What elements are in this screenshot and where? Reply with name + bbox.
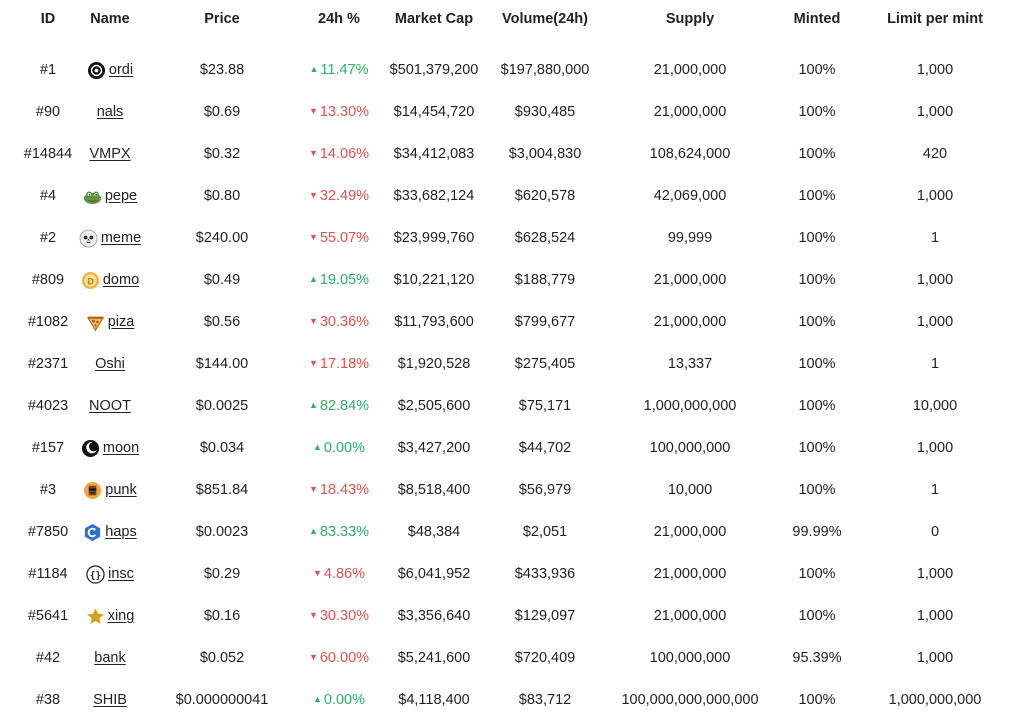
- token-name[interactable]: SHIB: [93, 692, 127, 708]
- skull-icon: [79, 229, 98, 248]
- cell-limit: 1,000,000,000: [888, 692, 982, 708]
- token-name[interactable]: pepe: [104, 188, 138, 204]
- cell-market-cap: $3,427,200: [397, 440, 471, 456]
- table-row[interactable]: [0, 637, 1025, 679]
- header-price: Price: [204, 11, 240, 27]
- cell-limit: 1: [930, 356, 940, 372]
- table-row[interactable]: [0, 217, 1025, 259]
- change-value: 83.33%: [319, 524, 370, 540]
- header-limit: Limit per mint: [887, 11, 983, 27]
- cell-market-cap: $23,999,760: [393, 230, 475, 246]
- change-value: 19.05%: [319, 272, 370, 288]
- cell-limit: 1,000: [916, 608, 954, 624]
- cell-name: [76, 511, 144, 553]
- cell-volume: $720,409: [514, 650, 576, 666]
- svg-text:D: D: [86, 276, 94, 287]
- cell-limit: 1,000: [916, 650, 954, 666]
- cell-volume: $44,702: [518, 440, 572, 456]
- cell-supply: 21,000,000: [653, 524, 727, 540]
- cell-minted: 100%: [798, 62, 836, 78]
- cell-change: [296, 511, 382, 553]
- change-value: 11.47%: [320, 62, 369, 78]
- caret-down-icon: ▼: [308, 652, 318, 662]
- caret-up-icon: ▲: [312, 442, 322, 452]
- header-minted: Minted: [793, 11, 841, 27]
- cell-change: [296, 301, 382, 343]
- cell-minted: 100%: [798, 272, 836, 288]
- cell-price: $0.000000041: [175, 692, 269, 708]
- cell-volume: $56,979: [518, 482, 572, 498]
- cell-price: $23.88: [199, 62, 245, 78]
- token-link[interactable]: [95, 356, 125, 372]
- token-name[interactable]: insc: [108, 566, 134, 582]
- header-market-cap: Market Cap: [394, 11, 474, 27]
- token-name[interactable]: bank: [94, 650, 126, 666]
- cell-limit: 10,000: [912, 398, 958, 414]
- pizza-icon: [86, 313, 105, 332]
- token-link[interactable]: [83, 523, 136, 542]
- cell-market-cap: $6,041,952: [397, 566, 471, 582]
- cell-price: $851.84: [195, 482, 249, 498]
- cell-change: [296, 553, 382, 595]
- cell-market-cap: $10,221,120: [393, 272, 475, 288]
- insc-braces-icon: [86, 565, 105, 584]
- token-name[interactable]: piza: [107, 314, 135, 330]
- change-value: 0.00%: [323, 440, 366, 456]
- header-name: Name: [90, 11, 130, 27]
- caret-up-icon: ▲: [308, 526, 318, 536]
- cell-id: #38: [35, 692, 61, 708]
- cell-limit: 1: [930, 482, 940, 498]
- cell-market-cap: $8,518,400: [397, 482, 471, 498]
- cell-volume: $188,779: [514, 272, 576, 288]
- cell-change: [296, 133, 382, 175]
- cell-volume: $197,880,000: [500, 62, 590, 78]
- cell-supply: 21,000,000: [653, 314, 727, 330]
- cell-minted: 100%: [798, 398, 836, 414]
- table-row[interactable]: [0, 679, 1025, 721]
- caret-up-icon: ▲: [309, 64, 319, 74]
- cell-change: [296, 385, 382, 427]
- token-link[interactable]: [86, 313, 135, 332]
- cell-volume: $3,004,830: [508, 146, 582, 162]
- caret-down-icon: ▼: [312, 568, 322, 578]
- cell-id: #3: [39, 482, 57, 498]
- change-value: 14.06%: [319, 146, 370, 162]
- caret-down-icon: ▼: [308, 106, 318, 116]
- cell-change: [296, 259, 382, 301]
- cell-market-cap: $1,920,528: [397, 356, 471, 372]
- cell-price: $0.49: [203, 272, 241, 288]
- change-value: 0.00%: [323, 692, 366, 708]
- cell-supply: 100,000,000,000,000: [621, 692, 759, 708]
- cell-name: [76, 133, 144, 175]
- token-link[interactable]: [93, 692, 127, 708]
- cell-name: [76, 259, 144, 301]
- table-row[interactable]: [0, 343, 1025, 385]
- table-row[interactable]: [0, 511, 1025, 553]
- cell-supply: 21,000,000: [653, 104, 727, 120]
- cell-limit: 1,000: [916, 104, 954, 120]
- cell-id: #14844: [23, 146, 73, 162]
- cell-price: $0.29: [203, 566, 241, 582]
- cell-name: [76, 301, 144, 343]
- cell-limit: 1,000: [916, 188, 954, 204]
- cell-name: [76, 595, 144, 637]
- cell-change: [296, 595, 382, 637]
- change-value: 18.43%: [319, 482, 370, 498]
- cell-name: [76, 217, 144, 259]
- cell-volume: $799,677: [514, 314, 576, 330]
- caret-down-icon: ▼: [308, 316, 318, 326]
- cell-supply: 21,000,000: [653, 272, 727, 288]
- cell-supply: 1,000,000,000: [643, 398, 737, 414]
- cell-id: #2: [39, 230, 57, 246]
- cell-name: [76, 91, 144, 133]
- cell-minted: 100%: [798, 482, 836, 498]
- cell-market-cap: $34,412,083: [393, 146, 475, 162]
- change-value: 4.86%: [323, 566, 366, 582]
- cell-limit: 1,000: [916, 440, 954, 456]
- cell-name: [76, 553, 144, 595]
- caret-up-icon: ▲: [308, 400, 318, 410]
- change-value: 60.00%: [319, 650, 370, 666]
- cell-limit: 1,000: [916, 272, 954, 288]
- cell-id: #157: [31, 440, 65, 456]
- cell-minted: 100%: [798, 314, 836, 330]
- token-name[interactable]: domo: [102, 272, 140, 288]
- cell-change: [296, 469, 382, 511]
- cell-market-cap: $5,241,600: [397, 650, 471, 666]
- cell-market-cap: $14,454,720: [393, 104, 475, 120]
- cell-price: $0.16: [203, 608, 241, 624]
- cell-name: [76, 343, 144, 385]
- token-link[interactable]: [81, 271, 139, 290]
- cell-price: $0.80: [203, 188, 241, 204]
- cell-market-cap: $3,356,640: [397, 608, 471, 624]
- cell-id: #90: [35, 104, 61, 120]
- punk-avatar-icon: [83, 481, 102, 500]
- cell-market-cap: $501,379,200: [389, 62, 479, 78]
- caret-down-icon: ▼: [308, 148, 318, 158]
- table-row[interactable]: [0, 49, 1025, 91]
- change-value: 55.07%: [319, 230, 370, 246]
- token-link[interactable]: [79, 229, 141, 248]
- caret-down-icon: ▼: [308, 358, 318, 368]
- cell-id: #5641: [27, 608, 69, 624]
- token-name[interactable]: NOOT: [89, 398, 131, 414]
- cell-change: [296, 427, 382, 469]
- cell-price: $0.052: [199, 650, 245, 666]
- cell-name: [76, 427, 144, 469]
- token-name[interactable]: meme: [100, 230, 142, 246]
- cell-minted: 100%: [798, 146, 836, 162]
- cell-change: [296, 175, 382, 217]
- token-name[interactable]: moon: [102, 440, 140, 456]
- cell-minted: 100%: [798, 188, 836, 204]
- token-link[interactable]: [83, 481, 136, 500]
- table-row[interactable]: [0, 427, 1025, 469]
- cell-supply: 100,000,000: [649, 650, 731, 666]
- cell-market-cap: $4,118,400: [398, 692, 470, 708]
- star-icon: [86, 607, 105, 626]
- change-value: 17.18%: [319, 356, 370, 372]
- cell-supply: 42,069,000: [653, 188, 727, 204]
- table-row[interactable]: [0, 469, 1025, 511]
- cell-volume: $83,712: [518, 692, 572, 708]
- table-row[interactable]: [0, 259, 1025, 301]
- cell-name: [76, 469, 144, 511]
- caret-up-icon: ▲: [312, 694, 322, 704]
- caret-down-icon: ▼: [308, 190, 318, 200]
- token-name[interactable]: xing: [107, 608, 135, 624]
- cell-price: $240.00: [195, 230, 249, 246]
- header-volume: Volume(24h): [502, 11, 588, 27]
- cell-price: $0.56: [203, 314, 241, 330]
- ordi-icon: [87, 61, 106, 80]
- moon-icon: [81, 439, 100, 458]
- change-value: 82.84%: [319, 398, 370, 414]
- cell-price: $0.32: [203, 146, 241, 162]
- token-link[interactable]: [97, 104, 124, 120]
- cell-id: #4: [39, 188, 57, 204]
- header-change: 24h %: [318, 11, 360, 27]
- table-row[interactable]: [0, 385, 1025, 427]
- cell-change: [296, 343, 382, 385]
- cell-volume: $628,524: [514, 230, 576, 246]
- change-value: 32.49%: [319, 188, 370, 204]
- cell-id: #2371: [27, 356, 69, 372]
- token-name[interactable]: haps: [105, 524, 137, 540]
- cell-supply: 21,000,000: [653, 566, 727, 582]
- cell-minted: 100%: [798, 566, 836, 582]
- cell-minted: 100%: [798, 440, 836, 456]
- token-link[interactable]: [81, 439, 139, 458]
- haps-icon: [83, 523, 102, 542]
- token-name[interactable]: punk: [105, 482, 137, 498]
- header-id: ID: [40, 11, 56, 27]
- cell-volume: $75,171: [518, 398, 572, 414]
- cell-id: #1082: [27, 314, 69, 330]
- cell-price: $0.0023: [195, 524, 249, 540]
- change-value: 13.30%: [319, 104, 370, 120]
- caret-down-icon: ▼: [308, 484, 318, 494]
- cell-volume: $433,936: [514, 566, 576, 582]
- cell-name: [76, 385, 144, 427]
- cell-change: [296, 91, 382, 133]
- cell-change: [296, 679, 382, 721]
- change-value: 30.36%: [319, 314, 370, 330]
- cell-limit: 1,000: [916, 314, 954, 330]
- token-link[interactable]: [86, 607, 135, 626]
- cell-supply: 108,624,000: [649, 146, 731, 162]
- token-link[interactable]: [86, 565, 134, 584]
- cell-name: [76, 637, 144, 679]
- cell-id: #7850: [27, 524, 69, 540]
- cell-minted: 100%: [798, 692, 836, 708]
- cell-market-cap: $11,793,600: [394, 314, 474, 330]
- cell-volume: $129,097: [514, 608, 576, 624]
- cell-name: [76, 175, 144, 217]
- cell-supply: 100,000,000: [649, 440, 731, 456]
- cell-id: #42: [35, 650, 61, 666]
- token-link[interactable]: [89, 398, 131, 414]
- cell-minted: 100%: [798, 356, 836, 372]
- token-name[interactable]: ordi: [108, 62, 134, 78]
- cell-price: $0.0025: [195, 398, 249, 414]
- table-row[interactable]: [0, 301, 1025, 343]
- token-name[interactable]: nals: [96, 104, 124, 120]
- caret-up-icon: ▲: [308, 274, 318, 284]
- token-name[interactable]: Oshi: [95, 356, 125, 372]
- cell-limit: 1: [930, 230, 940, 246]
- cell-minted: 99.99%: [792, 524, 842, 540]
- table-row[interactable]: [0, 595, 1025, 637]
- cell-market-cap: $2,505,600: [397, 398, 471, 414]
- cell-market-cap: $33,682,124: [393, 188, 475, 204]
- token-name[interactable]: VMPX: [89, 146, 131, 162]
- cell-change: [296, 217, 382, 259]
- cell-market-cap: $48,384: [407, 524, 461, 540]
- cell-price: $144.00: [195, 356, 249, 372]
- cell-price: $0.69: [203, 104, 241, 120]
- table-row[interactable]: [0, 175, 1025, 217]
- header-supply: Supply: [665, 11, 715, 27]
- token-link[interactable]: [83, 187, 137, 206]
- cell-change: [296, 637, 382, 679]
- cell-id: #1184: [28, 566, 68, 582]
- token-link[interactable]: [89, 146, 130, 162]
- cell-id: #4023: [27, 398, 69, 414]
- token-link[interactable]: [94, 650, 125, 666]
- cell-id: #1: [39, 62, 57, 78]
- cell-limit: 0: [930, 524, 940, 540]
- svg-text:{}: {}: [89, 569, 102, 581]
- change-value: 30.30%: [319, 608, 370, 624]
- cell-change: [296, 49, 382, 91]
- cell-supply: 21,000,000: [653, 62, 727, 78]
- cell-limit: 420: [922, 146, 948, 162]
- table-row[interactable]: [0, 133, 1025, 175]
- cell-volume: $620,578: [514, 188, 576, 204]
- cell-minted: 100%: [798, 608, 836, 624]
- cell-name: [76, 679, 144, 721]
- cell-price: $0.034: [199, 440, 245, 456]
- caret-down-icon: ▼: [308, 232, 318, 242]
- cell-supply: 21,000,000: [653, 608, 727, 624]
- table-header: [0, 0, 1025, 38]
- cell-name: [76, 49, 144, 91]
- cell-limit: 1,000: [916, 566, 954, 582]
- cell-id: #809: [31, 272, 65, 288]
- pepe-frog-icon: [83, 187, 102, 206]
- cell-minted: 95.39%: [792, 650, 842, 666]
- table-row[interactable]: [0, 553, 1025, 595]
- token-link[interactable]: [87, 61, 133, 80]
- cell-supply: 13,337: [667, 356, 713, 372]
- cell-volume: $2,051: [522, 524, 568, 540]
- domo-coin-icon: [81, 271, 100, 290]
- cell-minted: 100%: [798, 230, 836, 246]
- cell-supply: 99,999: [667, 230, 713, 246]
- table-row[interactable]: [0, 91, 1025, 133]
- caret-down-icon: ▼: [308, 610, 318, 620]
- cell-minted: 100%: [798, 104, 836, 120]
- cell-volume: $275,405: [514, 356, 576, 372]
- cell-limit: 1,000: [916, 62, 954, 78]
- cell-supply: 10,000: [667, 482, 713, 498]
- cell-volume: $930,485: [514, 104, 576, 120]
